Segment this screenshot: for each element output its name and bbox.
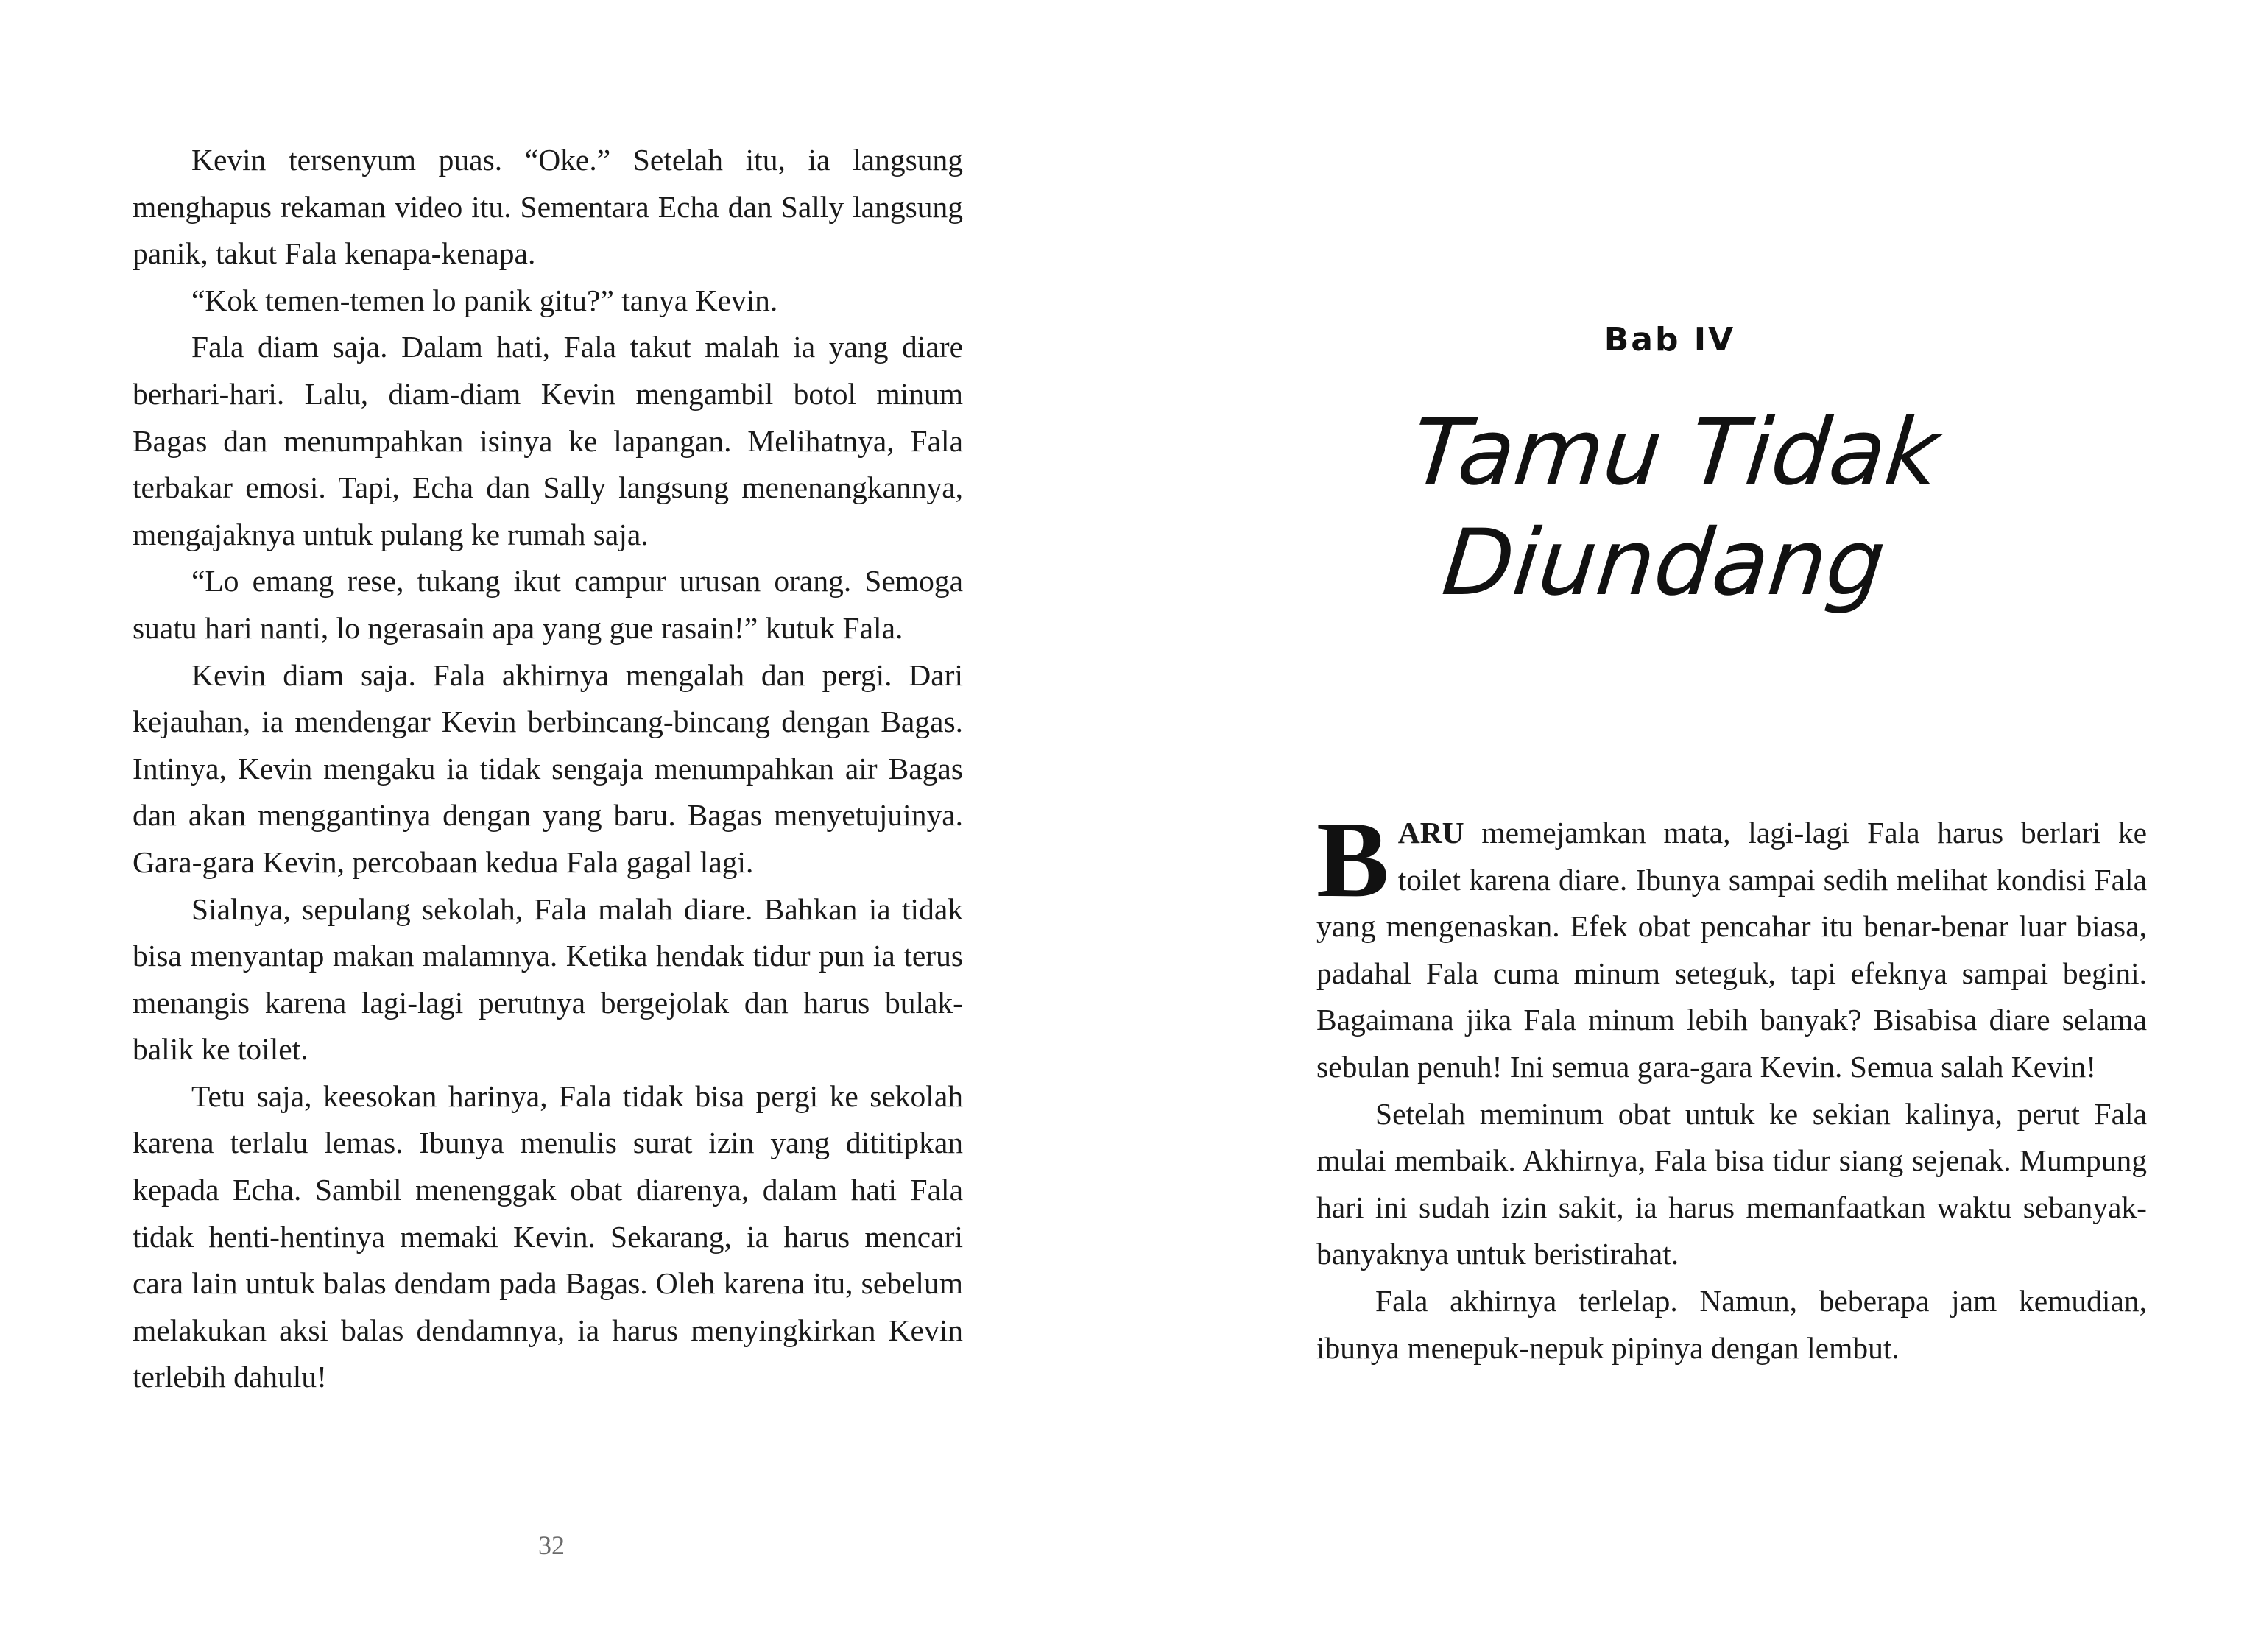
chapter-title-line-2: Diundang	[1437, 510, 1891, 616]
page-number: 32	[538, 1531, 565, 1560]
right-paragraph-3: Fala akhirnya terlelap. Namun, beberapa jam kemudian, ibunya menepuk-nepuk pipinya dengan lembut.	[1316, 1283, 2147, 1365]
left-paragraph-4: “Lo emang rese, tukang ikut campur urusan orang. Semoga suatu hari nanti, lo ngerasain apa yang gue rasain!” kutuk Fala.	[133, 564, 963, 645]
left-page	[0, 0, 1130, 1652]
right-page	[1131, 0, 2261, 1652]
drop-cap: B	[1316, 799, 1389, 920]
right-paragraph-1	[1316, 799, 2147, 1091]
first-paragraph-rest: memejamkan mata, lagi-lagi Fala harus berlari ke toilet karena diare. Ibunya sampai sedih melihat kondisi Fala yang mengenaskan. Efek obat pencahar itu benar-benar luar biasa, padahal Fala cuma minum seteguk, tapi efeknya sampai begini. Bagaimana jika Fala minum lebih banyak? Bisabisa diare selama sebulan penuh! Ini semua gara-gara Kevin. Semua salah Kevin!	[1316, 816, 2147, 1084]
left-paragraph-5: Kevin diam saja. Fala akhirnya mengalah dan pergi. Dari kejauhan, ia mendengar Kevin berbincang-bincang dengan Bagas. Intinya, Kevin mengaku ia tidak sengaja menumpahkan air Bagas dan akan menggantinya dengan yang baru. Bagas menyetujuinya. Gara-gara Kevin, percobaan kedua Fala gagal lagi.	[133, 657, 963, 879]
right-paragraph-2: Setelah meminum obat untuk ke sekian kalinya, perut Fala mulai membaik. Akhirnya, Fala bisa tidur siang sejenak. Mumpung hari ini sudah izin sakit, ia harus memanfaatkan waktu sebanyak-banyaknya untuk beristirahat.	[1316, 1096, 2147, 1271]
chapter-label: Bab IV	[1604, 321, 1736, 359]
right-page-body	[1316, 799, 2147, 1372]
left-paragraph-1: Kevin tersenyum puas. “Oke.” Setelah itu, ia langsung menghapus rekaman video itu. Sementara Echa dan Sally langsung panik, takut Fala kenapa-kenapa.	[133, 143, 963, 271]
left-paragraph-7: Tetu saja, keesokan harinya, Fala tidak bisa pergi ke sekolah karena terlalu lemas. Ibunya menulis surat izin yang dititipkan kepada Echa. Sambil menenggak obat diarenya, dalam hati Fala tidak henti-hentinya memaki Kevin. Sekarang, ia harus mencari cara lain untuk balas dendam pada Bagas. Oleh karena itu, sebelum melakukan aksi balas dendamnya, ia harus menyingkirkan Kevin terlebih dahulu!	[133, 1079, 963, 1394]
left-paragraph-6: Sialnya, sepulang sekolah, Fala malah diare. Bahkan ia tidak bisa menyantap makan malamnya. Ketika hendak tidur pun ia terus menangis karena lagi-lagi perutnya bergejolak dan harus bulak-balik ke toilet.	[133, 892, 963, 1067]
left-page-body	[133, 137, 963, 1401]
chapter-title	[1119, 398, 2221, 618]
left-paragraph-2: “Kok temen-temen lo panik gitu?” tanya Kevin.	[191, 283, 778, 317]
left-paragraph-3: Fala diam saja. Dalam hati, Fala takut malah ia yang diare berhari-hari. Lalu, diam-diam Kevin mengambil botol minum Bagas dan menumpahkan isinya ke lapangan. Melihatnya, Fala terbakar emosi. Tapi, Echa dan Sally langsung menenangkannya, mengajaknya untuk pulang ke rumah saja.	[133, 330, 963, 551]
chapter-title-line-1: Tamu Tidak	[1407, 400, 1944, 506]
first-word-rest: ARU	[1397, 816, 1464, 850]
